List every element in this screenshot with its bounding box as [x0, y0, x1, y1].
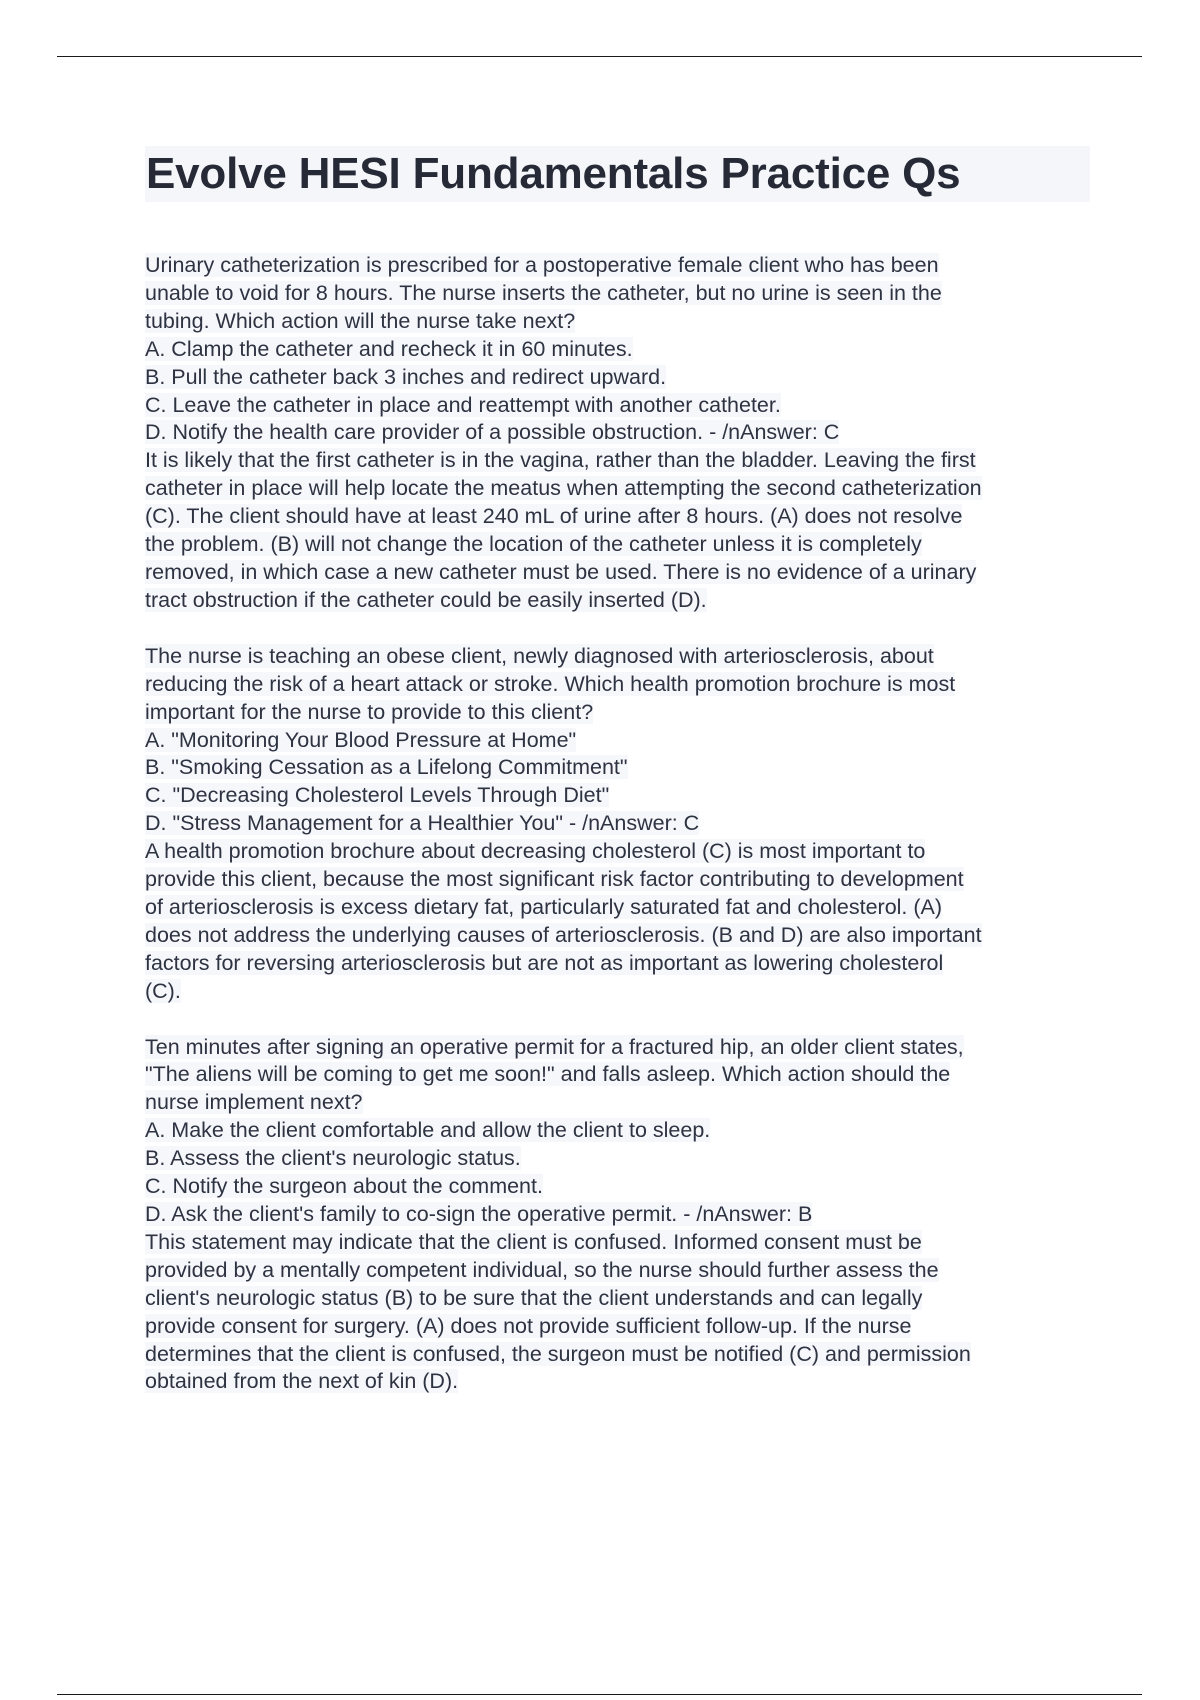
- text-line: [145, 1089, 1090, 1117]
- text-line: [145, 336, 1090, 364]
- text-line: [145, 1313, 1090, 1341]
- text-line-content: (C).: [145, 978, 181, 1003]
- text-line-content: It is likely that the first catheter is in the vagina, rather than the bladder. Leaving the first: [145, 448, 976, 473]
- text-line-content: A health promotion brochure about decreasing cholesterol (C) is most important to: [145, 839, 926, 864]
- text-line: [145, 531, 1090, 559]
- text-line-content: catheter in place will help locate the meatus when attempting the second catheterization: [145, 476, 982, 501]
- text-line: [145, 252, 1090, 280]
- text-line: [145, 838, 1090, 866]
- text-line: [145, 587, 1090, 615]
- text-line: [145, 810, 1090, 838]
- text-line: [145, 503, 1090, 531]
- text-line-content: unable to void for 8 hours. The nurse inserts the catheter, but no urine is seen in the: [145, 280, 942, 305]
- text-line: [145, 1117, 1090, 1145]
- text-line: [145, 1285, 1090, 1313]
- text-line-content: C. "Decreasing Cholesterol Levels Through Diet": [145, 783, 610, 808]
- text-line: [145, 308, 1090, 336]
- text-line-content: D. Notify the health care provider of a possible obstruction. - /nAnswer: C: [145, 420, 840, 445]
- text-line-content: C. Leave the catheter in place and reattempt with another catheter.: [145, 392, 781, 417]
- document-title: Evolve HESI Fundamentals Practice Qs: [145, 146, 1090, 202]
- text-line: [145, 1341, 1090, 1369]
- text-line-content: of arteriosclerosis is excess dietary fat, particularly saturated fat and cholesterol. (A): [145, 894, 943, 919]
- text-line-content: provide this client, because the most significant risk factor contributing to development: [145, 867, 964, 892]
- text-line: [145, 559, 1090, 587]
- text-line-content: factors for reversing arteriosclerosis but are not as important as lowering cholesterol: [145, 950, 944, 975]
- text-line: [145, 754, 1090, 782]
- question-block-3: [145, 1034, 1090, 1397]
- text-line: [145, 364, 1090, 392]
- text-line: [145, 1061, 1090, 1089]
- text-line: [145, 419, 1090, 447]
- text-line: [145, 699, 1090, 727]
- question-block-2: [145, 643, 1090, 1006]
- text-line-content: B. Pull the catheter back 3 inches and redirect upward.: [145, 364, 667, 389]
- text-line: [145, 1145, 1090, 1173]
- bottom-rule: [57, 1694, 1142, 1695]
- question-block-1: [145, 252, 1090, 615]
- text-line-content: Urinary catheterization is prescribed for a postoperative female client who has been: [145, 253, 939, 277]
- text-line-content: B. "Smoking Cessation as a Lifelong Commitment": [145, 755, 628, 780]
- text-line-content: A. Make the client comfortable and allow the client to sleep.: [145, 1118, 711, 1143]
- question-list: [145, 252, 1090, 1396]
- text-line-content: the problem. (B) will not change the location of the catheter unless it is completely: [145, 532, 922, 557]
- text-line: [145, 1034, 1090, 1062]
- text-line-content: A. Clamp the catheter and recheck it in 60 minutes.: [145, 336, 633, 361]
- text-line-content: "The aliens will be coming to get me soon!" and falls asleep. Which action should the: [145, 1062, 951, 1087]
- text-line-content: (C). The client should have at least 240 mL of urine after 8 hours. (A) does not resolve: [145, 504, 963, 529]
- text-line: [145, 643, 1090, 671]
- text-line-content: client's neurologic status (B) to be sure that the client understands and can legally: [145, 1285, 923, 1310]
- text-line-content: D. Ask the client's family to co-sign the operative permit. - /nAnswer: B: [145, 1202, 813, 1226]
- text-line-content: tract obstruction if the catheter could be easily inserted (D).: [145, 587, 707, 612]
- document-body: [145, 146, 1090, 1424]
- text-line: [145, 447, 1090, 475]
- text-line-content: D. "Stress Management for a Healthier You" - /nAnswer: C: [145, 811, 700, 836]
- text-line: [145, 978, 1090, 1006]
- text-line-content: A. "Monitoring Your Blood Pressure at Home": [145, 727, 577, 752]
- text-line: [145, 1201, 1090, 1229]
- text-line-content: This statement may indicate that the client is confused. Informed consent must be: [145, 1229, 922, 1254]
- text-line: [145, 782, 1090, 810]
- text-line-content: tubing. Which action will the nurse take next?: [145, 308, 576, 333]
- text-line: [145, 866, 1090, 894]
- text-line: [145, 1368, 1090, 1396]
- text-line-content: provide consent for surgery. (A) does not provide sufficient follow-up. If the nurse: [145, 1313, 912, 1338]
- text-line-content: reducing the risk of a heart attack or stroke. Which health promotion brochure is most: [145, 671, 956, 696]
- text-line-content: obtained from the next of kin (D).: [145, 1369, 459, 1394]
- text-line: [145, 950, 1090, 978]
- text-line-content: B. Assess the client's neurologic status.: [145, 1146, 521, 1171]
- text-line: [145, 671, 1090, 699]
- text-line: [145, 894, 1090, 922]
- text-line-content: nurse implement next?: [145, 1090, 363, 1115]
- text-line: [145, 475, 1090, 503]
- text-line-content: provided by a mentally competent individual, so the nurse should further assess the: [145, 1257, 939, 1282]
- text-line-content: important for the nurse to provide to this client?: [145, 699, 594, 724]
- text-line: [145, 392, 1090, 420]
- text-line-content: C. Notify the surgeon about the comment.: [145, 1174, 543, 1199]
- text-line: [145, 280, 1090, 308]
- text-line: [145, 922, 1090, 950]
- text-line: [145, 1173, 1090, 1201]
- text-line-content: removed, in which case a new catheter must be used. There is no evidence of a urinary: [145, 559, 977, 584]
- top-rule: [57, 56, 1142, 57]
- text-line-content: determines that the client is confused, the surgeon must be notified (C) and permission: [145, 1341, 971, 1366]
- text-line: [145, 1229, 1090, 1257]
- text-line-content: The nurse is teaching an obese client, newly diagnosed with arteriosclerosis, about: [145, 643, 934, 668]
- text-line-content: Ten minutes after signing an operative permit for a fractured hip, an older client states,: [145, 1034, 964, 1059]
- text-line-content: does not address the underlying causes of arteriosclerosis. (B and D) are also important: [145, 922, 982, 947]
- text-line: [145, 1257, 1090, 1285]
- text-line: [145, 727, 1090, 755]
